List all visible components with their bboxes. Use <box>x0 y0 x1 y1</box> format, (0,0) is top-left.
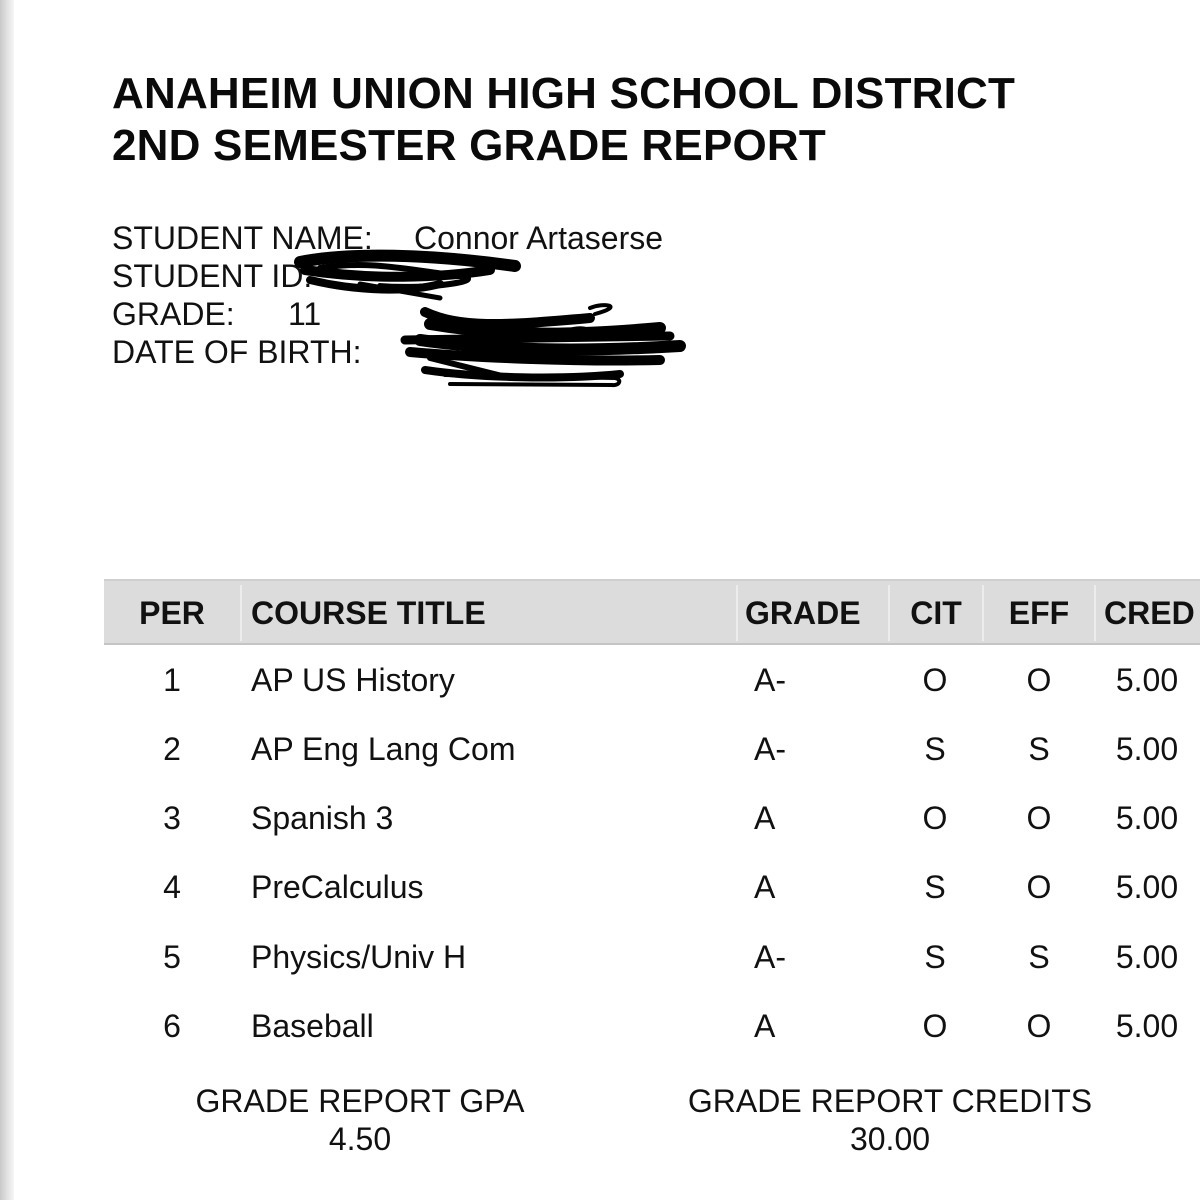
citizenship-cell: S <box>924 939 946 975</box>
period-cell: 5 <box>163 939 181 975</box>
period-cell: 2 <box>163 731 181 767</box>
student-id-label: STUDENT ID: <box>112 258 313 294</box>
effort-cell: S <box>1028 939 1050 975</box>
student-name-label: STUDENT NAME: <box>112 220 373 256</box>
header-cred: CRED <box>1104 595 1195 631</box>
effort-cell: O <box>1026 1008 1052 1044</box>
header-divider <box>1094 585 1096 641</box>
period-cell: 6 <box>163 1008 181 1044</box>
grade-cell: A- <box>754 939 786 975</box>
table-row <box>0 937 1200 977</box>
date-of-birth-label: DATE OF BIRTH: <box>112 334 362 370</box>
course-title-cell: Baseball <box>251 1008 374 1044</box>
table-row <box>0 660 1200 700</box>
citizenship-cell: O <box>922 800 948 836</box>
credits-summary <box>640 1082 1140 1158</box>
period-cell: 1 <box>163 662 181 698</box>
header-grade: GRADE <box>745 595 861 631</box>
district-name: ANAHEIM UNION HIGH SCHOOL DISTRICT <box>112 69 1016 118</box>
course-title-cell: PreCalculus <box>251 869 424 905</box>
credits-cell: 5.00 <box>1115 869 1179 905</box>
citizenship-cell: S <box>924 731 946 767</box>
grade-cell: A- <box>754 662 786 698</box>
grade-cell: A <box>754 1008 776 1044</box>
grade-cell: A <box>754 869 776 905</box>
header-per: PER <box>139 595 205 631</box>
effort-cell: O <box>1026 662 1052 698</box>
grades-table-header <box>104 579 1200 645</box>
credits-cell: 5.00 <box>1115 662 1179 698</box>
credits-cell: 5.00 <box>1115 939 1179 975</box>
citizenship-cell: O <box>922 1008 948 1044</box>
header-cit: CIT <box>910 595 962 631</box>
credits-cell: 5.00 <box>1115 800 1179 836</box>
total-credits-value: 30.00 <box>849 1121 931 1157</box>
grade-cell: A <box>754 800 776 836</box>
effort-cell: O <box>1026 800 1052 836</box>
table-row <box>0 867 1200 907</box>
header-divider <box>240 585 242 641</box>
course-title-cell: AP Eng Lang Com <box>251 731 516 767</box>
grade-cell: A- <box>754 731 786 767</box>
gpa-value: 4.50 <box>328 1121 392 1157</box>
period-cell: 4 <box>163 869 181 905</box>
period-cell: 3 <box>163 800 181 836</box>
header-divider <box>736 585 738 641</box>
credits-cell: 5.00 <box>1115 1008 1179 1044</box>
header-eff: EFF <box>1008 595 1070 631</box>
grade-level-label: GRADE: <box>112 296 235 332</box>
gpa-label: GRADE REPORT GPA <box>195 1083 525 1119</box>
student-name-value: Connor Artaserse <box>414 220 664 256</box>
header-divider <box>982 585 984 641</box>
gpa-summary <box>160 1082 560 1158</box>
table-row <box>0 1006 1200 1046</box>
header-course-title: COURSE TITLE <box>251 595 486 631</box>
effort-cell: S <box>1028 731 1050 767</box>
report-title <box>112 68 1015 172</box>
redaction-scribble <box>260 240 700 390</box>
total-credits-label: GRADE REPORT CREDITS <box>687 1083 1093 1119</box>
grade-level-value: 11 <box>288 296 322 332</box>
effort-cell: O <box>1026 869 1052 905</box>
report-name: 2ND SEMESTER GRADE REPORT <box>112 121 826 170</box>
course-title-cell: Spanish 3 <box>251 800 394 836</box>
course-title-cell: Physics/Univ H <box>251 939 467 975</box>
citizenship-cell: O <box>922 662 948 698</box>
table-row <box>0 729 1200 769</box>
citizenship-cell: S <box>924 869 946 905</box>
credits-cell: 5.00 <box>1115 731 1179 767</box>
table-row <box>0 798 1200 838</box>
course-title-cell: AP US History <box>251 662 455 698</box>
